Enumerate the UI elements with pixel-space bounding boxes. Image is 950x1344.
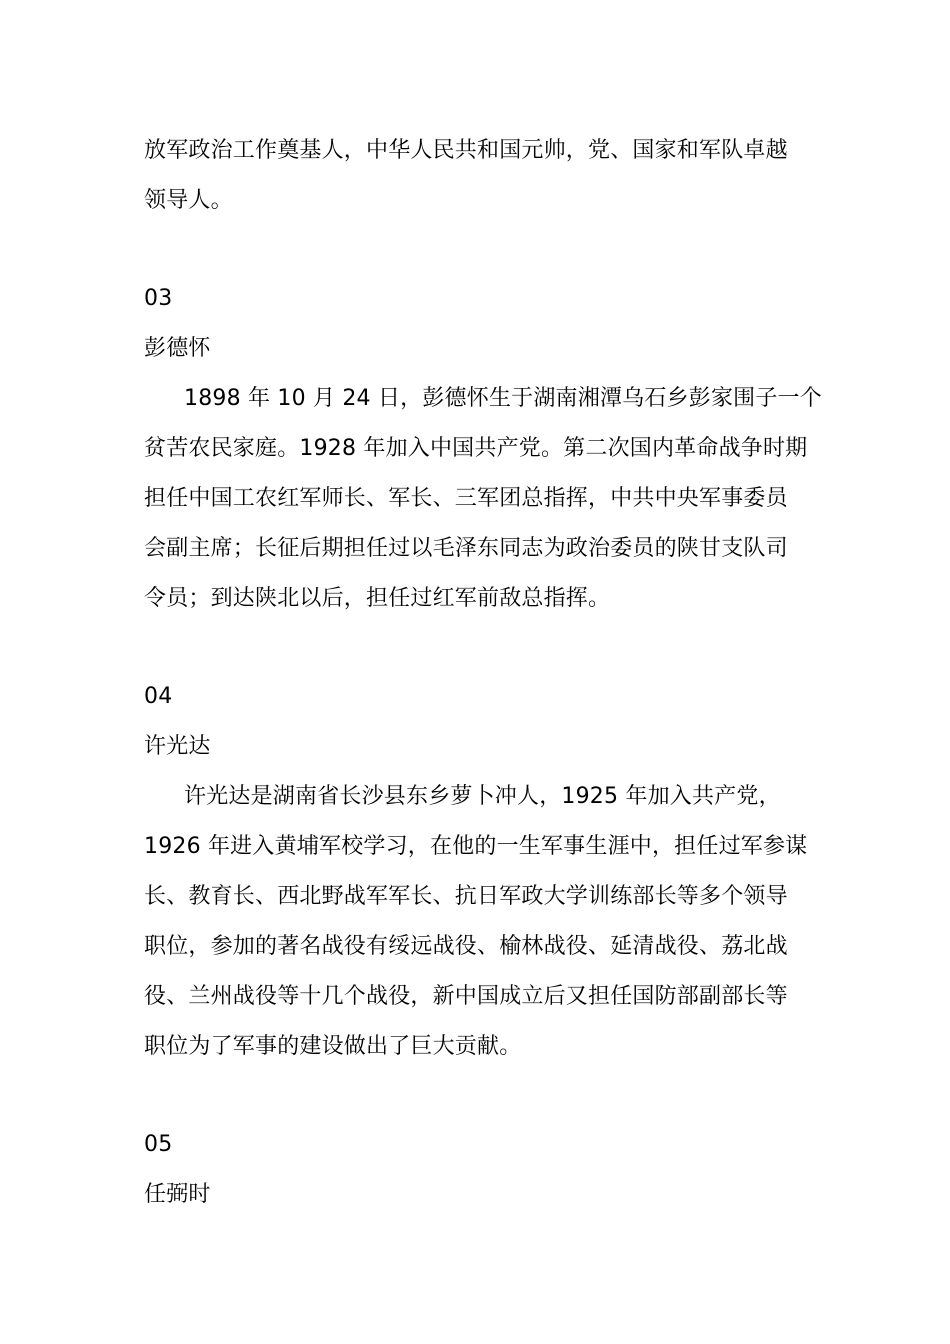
paragraph-line: 担任中国工农红军师长、军长、三军团总指挥，中共中央军事委员 <box>144 486 788 511</box>
paragraph-line: 职位为了军事的建设做出了巨大贡献。 <box>144 1034 522 1059</box>
section-number: 04 <box>144 684 173 709</box>
section-number: 05 <box>144 1132 173 1157</box>
paragraph-line: 会副主席；长征后期担任过以毛泽东同志为政治委员的陕甘支队司 <box>144 536 788 561</box>
paragraph-line: 令员；到达陕北以后，担任过红军前敌总指挥。 <box>144 586 611 611</box>
section-heading: 许光达 <box>144 734 211 759</box>
paragraph-line: 领导人。 <box>144 188 233 213</box>
paragraph-line: 许光达是湖南省长沙县东乡萝卜冲人，1925 年加入共产党， <box>184 784 781 809</box>
section-heading: 任弼时 <box>144 1182 211 1207</box>
paragraph-line: 放军政治工作奠基人，中华人民共和国元帅，党、国家和军队卓越 <box>144 138 788 163</box>
paragraph-line: 1898 年 10 月 24 日，彭德怀生于湖南湘潭乌石乡彭家围子一个 <box>184 386 822 411</box>
section-heading: 彭德怀 <box>144 336 211 361</box>
paragraph-line: 役、兰州战役等十几个战役，新中国成立后又担任国防部副部长等 <box>144 984 788 1009</box>
section-number: 03 <box>144 286 173 311</box>
paragraph-line: 1926 年进入黄埔军校学习，在他的一生军事生涯中，担任过军参谋 <box>144 834 808 859</box>
paragraph-line: 职位，参加的著名战役有绥远战役、榆林战役、延清战役、荔北战 <box>144 934 788 959</box>
paragraph-line: 长、教育长、西北野战军军长、抗日军政大学训练部长等多个领导 <box>144 884 788 909</box>
paragraph-line: 贫苦农民家庭。1928 年加入中国共产党。第二次国内革命战争时期 <box>144 436 808 461</box>
